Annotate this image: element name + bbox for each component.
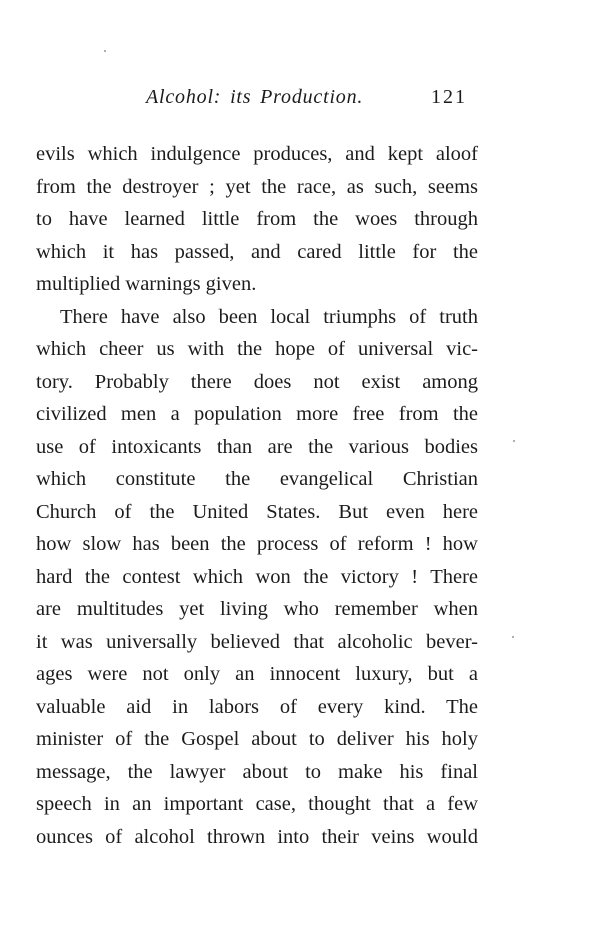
text-line: tory. Probably there does not exist among: [36, 370, 478, 393]
text-line: message, the lawyer about to make his final: [36, 760, 478, 783]
paper-speck: [104, 50, 106, 52]
paper-speck: [513, 440, 515, 442]
running-head-title: Alcohol: its Production.: [146, 86, 364, 108]
text-line: hard the contest which won the victory ! There: [36, 565, 478, 588]
text-line: it was universally believed that alcoholic bever-: [36, 630, 478, 653]
text-line: which it has passed, and cared little for the: [36, 240, 478, 263]
text-line: from the destroyer ; yet the race, as such, seems: [36, 175, 478, 198]
text-line: civilized men a population more free from the: [36, 403, 478, 425]
text-line: which constitute the evangelical Christian: [36, 468, 478, 490]
paragraph: [36, 301, 478, 854]
text-line: are multitudes yet living who remember when: [36, 598, 478, 620]
text-line: which cheer us with the hope of universal vic-: [36, 338, 478, 360]
text-line: how slow has been the process of reform ! how: [36, 533, 478, 555]
text-line: speech in an important case, thought that a few: [36, 793, 478, 815]
text-line: Church of the United States. But even here: [36, 500, 478, 523]
text-line: to have learned little from the woes through: [36, 208, 478, 230]
text-line: ounces of alcohol thrown into their veins would: [36, 825, 478, 848]
text-line: valuable aid in labors of every kind. The: [36, 695, 478, 718]
text-line: There have also been local triumphs of truth: [60, 305, 478, 328]
text-line: multiplied warnings given.: [36, 273, 257, 295]
text-line: minister of the Gospel about to deliver his holy: [36, 728, 478, 750]
text-line: use of intoxicants than are the various bodies: [36, 435, 478, 458]
body-text: [36, 138, 478, 853]
text-line: ages were not only an innocent luxury, but a: [36, 663, 478, 685]
paper-speck: [512, 636, 514, 638]
page-number: 121: [431, 86, 467, 108]
paragraph: [36, 138, 478, 301]
text-line: evils which indulgence produces, and kept aloof: [36, 143, 478, 165]
running-header: [0, 86, 600, 116]
